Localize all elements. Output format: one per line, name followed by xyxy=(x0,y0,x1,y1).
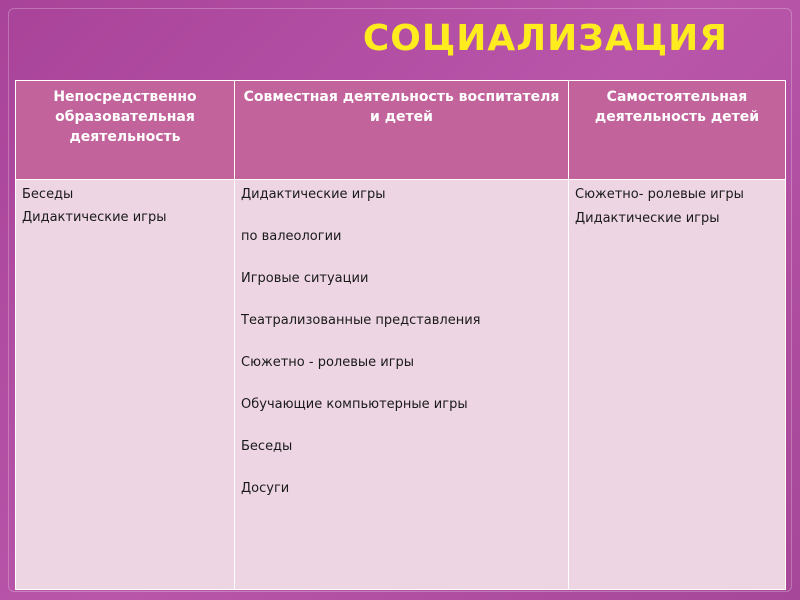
list-item: Досуги xyxy=(241,481,290,496)
header-independent-activity: Самостоятельная деятельность детей xyxy=(569,81,786,180)
header-direct-education: Непосредственно образовательная деятельность xyxy=(16,81,235,180)
slide-title: СОЦИАЛИЗАЦИЯ xyxy=(362,18,728,59)
list-item: Обучающие компьютерные игры xyxy=(241,397,468,412)
cell-direct-education xyxy=(16,180,235,590)
cell-joint-activity xyxy=(235,180,569,590)
list-item: Дидактические игры xyxy=(22,210,167,225)
list-item: по валеологии xyxy=(241,229,342,244)
list-item: Беседы xyxy=(22,187,74,202)
table-header-row xyxy=(16,81,786,180)
cell-independent-activity xyxy=(569,180,786,590)
list-item: Игровые ситуации xyxy=(241,271,369,286)
list-item: Дидактические игры xyxy=(241,187,386,202)
header-joint-activity: Совместная деятельность воспитателя и детей xyxy=(235,81,569,180)
list-item: Театрализованные представления xyxy=(241,313,481,328)
list-item: Сюжетно - ролевые игры xyxy=(241,355,415,370)
activities-table xyxy=(15,80,786,590)
list-item: Сюжетно- ролевые игры xyxy=(575,187,744,202)
list-item: Беседы xyxy=(241,439,293,454)
list-item: Дидактические игры xyxy=(575,211,720,226)
table-row xyxy=(16,180,786,590)
